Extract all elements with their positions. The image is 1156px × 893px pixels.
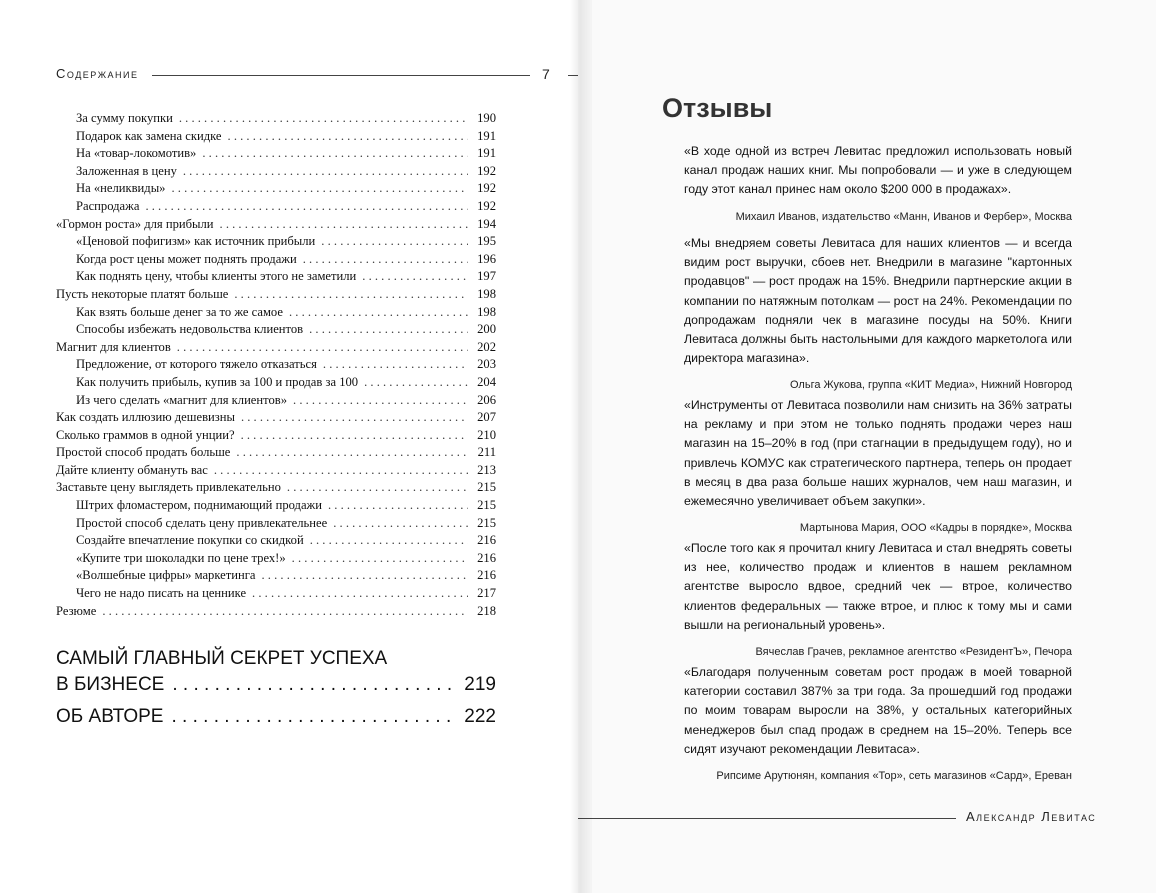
leader-dots (241, 427, 468, 445)
reviews-title: Отзывы (662, 93, 773, 123)
leader-dots (202, 145, 468, 163)
review (684, 234, 1072, 393)
toc-entry-page: 215 (477, 515, 496, 530)
toc-entry[interactable] (56, 128, 496, 146)
review-text: «Благодаря полученным советам рост продаж в моей товарной категории составил 387% за три года. За прошедший год продажи по моим товарам выросли на 38%, у остальных категорийных менеджеров был спад продаж в среднем на 15–20%. Теперь все сидят изучают рекомендации Левитаса». (684, 665, 1072, 756)
toc-entry[interactable] (56, 444, 496, 462)
toc-entry-title: Заставьте цену выглядеть привлекательно (56, 480, 281, 495)
toc-entry-title: Магнит для клиентов (56, 339, 171, 354)
toc-entry-title: Создайте впечатление покупки со скидкой (76, 533, 304, 548)
toc-entry[interactable] (56, 110, 496, 128)
leader-dots (236, 444, 468, 462)
toc-entry-page: 198 (477, 304, 496, 319)
toc-entry-title: Пусть некоторые платят больше (56, 286, 229, 301)
page-number: 7 (542, 66, 550, 82)
leader-dots (220, 216, 468, 234)
toc-entry-title: Штрих фломастером, поднимающий продажи (76, 498, 322, 513)
toc-entry[interactable] (56, 304, 496, 322)
leader-dots (172, 672, 456, 698)
leader-dots (262, 567, 469, 585)
leader-dots (362, 268, 468, 286)
toc-entry[interactable] (56, 532, 496, 550)
toc-entry[interactable] (56, 497, 496, 515)
toc-entry-page: 197 (477, 269, 496, 284)
leader-dots (287, 479, 468, 497)
leader-dots (214, 462, 468, 480)
leader-dots (102, 603, 468, 621)
toc-entry-title: «Гормон роста» для прибыли (56, 216, 214, 231)
toc-entry[interactable] (56, 268, 496, 286)
toc-entry-page: 213 (477, 462, 496, 477)
toc-entry-title: Как поднять цену, чтобы клиенты этого не заметили (76, 269, 357, 284)
toc-entry[interactable] (56, 339, 496, 357)
toc-entry-page: 211 (477, 445, 496, 460)
toc-entry[interactable] (56, 567, 496, 585)
toc-entry-page: 196 (477, 251, 496, 266)
toc-entry[interactable] (56, 356, 496, 374)
toc-entry-page: 206 (477, 392, 496, 407)
toc-entry-title: Резюме (56, 603, 97, 618)
toc-entry-page: 215 (477, 498, 496, 513)
toc-entry-page: 192 (477, 163, 496, 178)
leader-dots (234, 286, 468, 304)
toc-entry-title: «Ценовой пофигизм» как источник прибыли (76, 234, 316, 249)
toc-entry-page: 207 (477, 410, 496, 425)
leader-dots (179, 110, 468, 128)
toc-entry[interactable] (56, 233, 496, 251)
review-text: «Мы внедряем советы Левитаса для наших клиентов — и всегда видим рост выручки, сбоев нет. Внедрили в магазине "картонных продавцов" — рост продаж на 15%. Внедрили партнерские акции в компании по натяжным потолкам — рост на 24%. Рекомендации по допродажам подняли чек в магазине посуды на 50%. Книги Левитаса должны быть настольными для каждого маркетолога или директора магазина». (684, 236, 1072, 366)
footer-rule (578, 818, 956, 819)
toc-entry-title: Простой способ продать больше (56, 445, 231, 460)
toc-entry-title: Заложенная в цену (76, 163, 177, 178)
leader-dots (252, 585, 468, 603)
chapter-title-line2: В БИЗНЕСЕ (56, 674, 165, 695)
leader-dots (321, 233, 468, 251)
leader-dots (333, 515, 468, 533)
chapter-title-line1: САМЫЙ ГЛАВНЫЙ СЕКРЕТ УСПЕХА (56, 648, 388, 669)
toc-entry-page: 216 (477, 568, 496, 583)
review-author: Рипсиме Арутюнян, компания «Тор», сеть магазинов «Сард», Ереван (716, 770, 1072, 783)
table-of-contents (56, 110, 496, 620)
toc-entry[interactable] (56, 251, 496, 269)
header-rule (152, 75, 530, 76)
review-author: Ольга Жукова, группа «КИТ Медиа», Нижний Новгород (789, 379, 1072, 392)
review-author: Михаил Иванов, издательство «Манн, Иванов и Фербер», Москва (735, 210, 1072, 223)
toc-entry-page: 191 (477, 128, 496, 143)
toc-entry[interactable] (56, 163, 496, 181)
toc-entry[interactable] (56, 374, 496, 392)
review-text: «В ходе одной из встреч Левитас предложил использовать новый канал продаж наших книг. Мы попробовали — и уже в следующем году этот канал принес нам около $200 000 в продажах». (684, 144, 1072, 197)
toc-entry[interactable] (56, 427, 496, 445)
toc-entry[interactable] (56, 550, 496, 568)
leader-dots (310, 532, 468, 550)
toc-entry-title: «Купите три шоколадки по цене трех!» (76, 550, 286, 565)
toc-entry-page: 190 (477, 111, 496, 125)
review (684, 539, 1072, 660)
toc-entry-page: 192 (477, 181, 496, 196)
review (684, 142, 1072, 225)
toc-entry[interactable] (56, 409, 496, 427)
leader-dots (328, 497, 468, 515)
toc-entry-page: 198 (477, 286, 496, 301)
leader-dots (292, 550, 468, 568)
running-header (56, 64, 578, 86)
toc-entry-title: Подарок как замена скидке (76, 128, 222, 143)
toc-entry-page: 204 (477, 374, 496, 389)
leader-dots (183, 163, 468, 181)
toc-entry-title: Предложение, от которого тяжело отказаться (76, 357, 317, 372)
toc-entry[interactable] (56, 603, 496, 621)
leader-dots (323, 356, 468, 374)
toc-entry-page: 195 (477, 234, 496, 249)
review-author: Мартынова Мария, ООО «Кадры в порядке», Москва (799, 522, 1072, 535)
toc-entry-title: На «неликвиды» (76, 181, 166, 196)
toc-entry-title: На «товар-локомотив» (76, 146, 197, 161)
toc-entry-title: За сумму покупки (76, 111, 173, 125)
toc-entry[interactable] (56, 180, 496, 198)
chapter-page: 219 (464, 674, 496, 695)
leader-dots (228, 128, 468, 146)
header-title: Содержание (56, 66, 139, 81)
toc-entry-title: Сколько граммов в одной унции? (56, 427, 235, 442)
toc-entry-page: 194 (477, 216, 496, 231)
leader-dots (293, 392, 468, 410)
toc-entry-page: 191 (477, 146, 496, 161)
toc-entry-page: 216 (477, 533, 496, 548)
toc-entry-title: Чего не надо писать на ценнике (76, 586, 247, 601)
leader-dots (241, 409, 468, 427)
toc-entry-title: Когда рост цены может поднять продажи (76, 251, 297, 266)
leader-dots (177, 339, 468, 357)
header-rule-right (568, 75, 578, 76)
toc-entry-title: Как создать иллюзию дешевизны (56, 410, 235, 425)
toc-entry-title: Распродажа (76, 198, 140, 213)
review-author: Вячеслав Грачев, рекламное агентство «РезидентЪ», Печора (755, 646, 1072, 659)
leader-dots (289, 304, 468, 322)
review-text: «Инструменты от Левитаса позволили нам снизить на 36% затраты на рекламу и при этом не только поднять продажи через наш магазин на 15–20% в год (при стагнации в предыдущем году), но и привлечь КОМУС как стратегического партнера, теперь он продает в месяц в два раза больше наших журналов, чем наш магазин, и ежемесячно увеличивает объем закупки». (684, 398, 1072, 509)
toc-entry-page: 216 (477, 550, 496, 565)
toc-entry[interactable] (56, 479, 496, 497)
review (684, 663, 1072, 784)
leader-dots (309, 321, 468, 339)
leader-dots (171, 704, 456, 730)
toc-entry-title: Простой способ сделать цену привлекательнее (76, 515, 328, 530)
toc-entry[interactable] (56, 216, 496, 234)
running-footer (578, 808, 1156, 828)
toc-entry-title: «Волшебные цифры» маркетинга (76, 568, 256, 583)
toc-entry[interactable] (56, 321, 496, 339)
toc-entry[interactable] (56, 286, 496, 304)
toc-entry-page: 192 (477, 198, 496, 213)
chapter-entry[interactable] (56, 704, 496, 730)
toc-entry[interactable] (56, 392, 496, 410)
toc-entry-page: 200 (477, 322, 496, 337)
toc-entry-page: 203 (477, 357, 496, 372)
leader-dots (303, 251, 468, 269)
chapter-entry[interactable] (56, 646, 496, 698)
toc-entry[interactable] (56, 585, 496, 603)
leader-dots (171, 180, 468, 198)
right-page (578, 0, 1156, 893)
leader-dots (364, 374, 468, 392)
toc-entry[interactable] (56, 462, 496, 480)
toc-entry-title: Как взять больше денег за то же самое (76, 304, 283, 319)
footer-author-name: Александр Левитас (966, 809, 1097, 824)
toc-entry-page: 217 (477, 586, 496, 601)
review-text: «После того как я прочитал книгу Левитаса и стал внедрять советы из нее, количество продаж и клиентов в нашем рекламном агентстве выросло вдвое, средний чек — втрое, количество клиентов федеральных — также втрое, и плюс к тому мы и сами вышли на региональный уровень». (684, 541, 1072, 632)
toc-entry-page: 210 (477, 427, 496, 442)
toc-entry[interactable] (56, 515, 496, 533)
toc-entry[interactable] (56, 145, 496, 163)
toc-entry-page: 202 (477, 339, 496, 354)
toc-entry-title: Из чего сделать «магнит для клиентов» (76, 392, 288, 407)
toc-entry[interactable] (56, 198, 496, 216)
toc-entry-page: 218 (477, 603, 496, 618)
toc-entry-title: Как получить прибыль, купив за 100 и продав за 100 (76, 374, 359, 389)
review (684, 396, 1072, 536)
chapter-title-line2: ОБ АВТОРЕ (56, 706, 164, 727)
leader-dots (145, 198, 468, 216)
toc-entry-page: 215 (477, 480, 496, 495)
toc-entry-title: Дайте клиенту обмануть вас (56, 462, 208, 477)
toc-entry-title: Способы избежать недовольства клиентов (76, 322, 304, 337)
chapter-page: 222 (464, 706, 496, 727)
